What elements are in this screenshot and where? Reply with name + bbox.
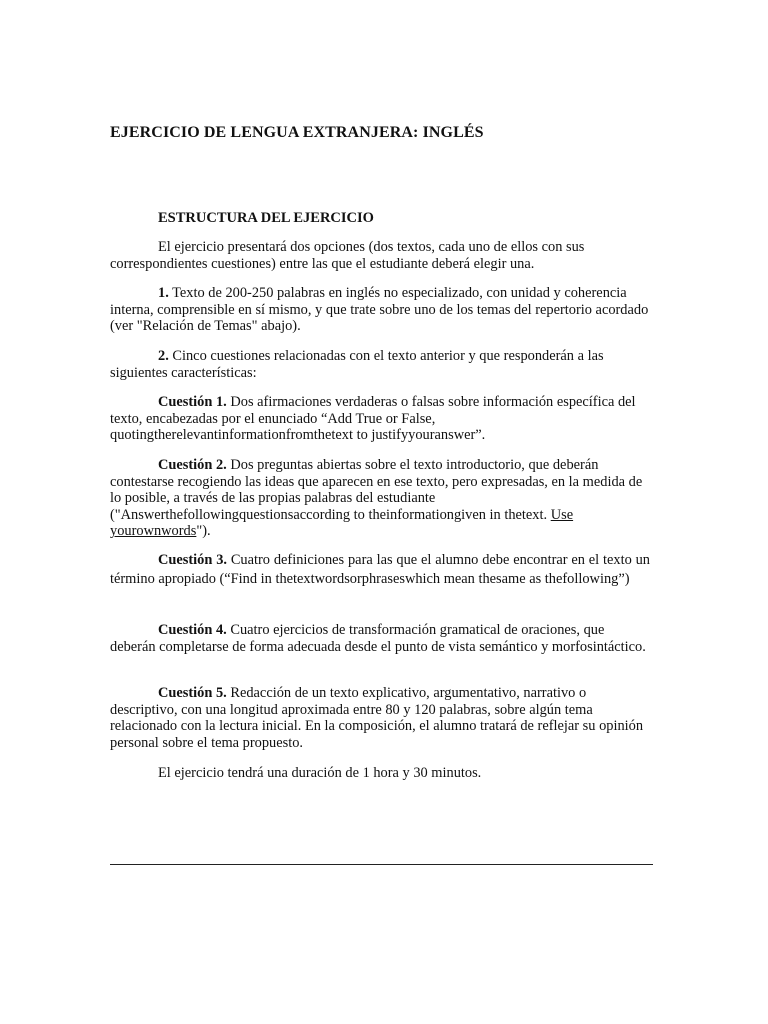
intro-paragraph: El ejercicio presentará dos opciones (dos textos, cada uno de ellos con sus correspondientes cuestiones) entre las que el estudiante deberá elegir una.: [110, 239, 585, 272]
question-2-underlined-text: Use yourownwords: [110, 506, 574, 540]
question-1-paragraph: [110, 394, 650, 444]
question-4-text: Cuatro ejercicios de transformación gramatical de oraciones, que deberán completarse de forma adecuada desde el punto de vista semántico y morfosintáctico.: [110, 622, 646, 655]
item-1-label: 1.: [158, 285, 169, 301]
item-2-label: 2.: [158, 348, 169, 364]
section-title: ESTRUCTURA DEL EJERCICIO: [158, 210, 374, 226]
item-1-paragraph: [110, 285, 650, 335]
question-3-paragraph: [110, 551, 650, 589]
question-4-label: Cuestión 4.: [158, 622, 227, 638]
question-4-paragraph: [110, 622, 650, 655]
question-2-label: Cuestión 2.: [158, 457, 227, 473]
duration-paragraph: El ejercicio tendrá una duración de 1 hora y 30 minutos.: [158, 765, 482, 781]
question-5-text: Redacción de un texto explicativo, argumentativo, narrativo o descriptivo, con una longitud aproximada entre 80 y 120 palabras, sobre algún tema relacionado con la lectura inicial. En la composición, el alumno tratará de reflejar su opinión personal sobre el tema propuesto.: [110, 685, 644, 751]
question-1-text: Dos afirmaciones verdaderas o falsas sobre información específica del texto, encabezadas por el enunciado “Add True or False, quotingtherelevantinformationfromthetext to justifyyouranswer”.: [110, 394, 636, 444]
question-3-text: Cuatro definiciones para las que el alumno debe encontrar en el texto un término apropiado (“Find in thetextwordsorphraseswhich mean thesame as thefollowing”): [110, 552, 650, 587]
question-3-label: Cuestión 3.: [158, 552, 227, 568]
question-2-paragraph: [110, 457, 650, 540]
question-2-end: ").: [196, 523, 211, 540]
item-2-text: Cinco cuestiones relacionadas con el texto anterior y que responderán a las siguientes características:: [110, 348, 604, 381]
item-1-text: Texto de 200-250 palabras en inglés no especializado, con unidad y coherencia interna, comprensible en sí mismo, y que trate sobre uno de los temas del repertorio acordado (ver "Relación de Temas" abajo).: [110, 285, 649, 335]
document-title: EJERCICIO DE LENGUA EXTRANJERA: INGLÉS: [110, 124, 484, 141]
question-5-label: Cuestión 5.: [158, 685, 227, 701]
question-2-text: Dos preguntas abiertas sobre el texto introductorio, que deberán contestarse recogiendo las ideas que aparecen en ese texto, pero expresadas, en la medida de lo posible, a través de las propias palabras del estudiante ("Answerthefollowingquestionsaccording to theinformationgiven in thetext.: [110, 457, 643, 523]
footer-rule: [110, 864, 653, 865]
item-2-paragraph: [110, 348, 650, 381]
question-1-label: Cuestión 1.: [158, 394, 227, 410]
question-5-paragraph: [110, 685, 650, 751]
